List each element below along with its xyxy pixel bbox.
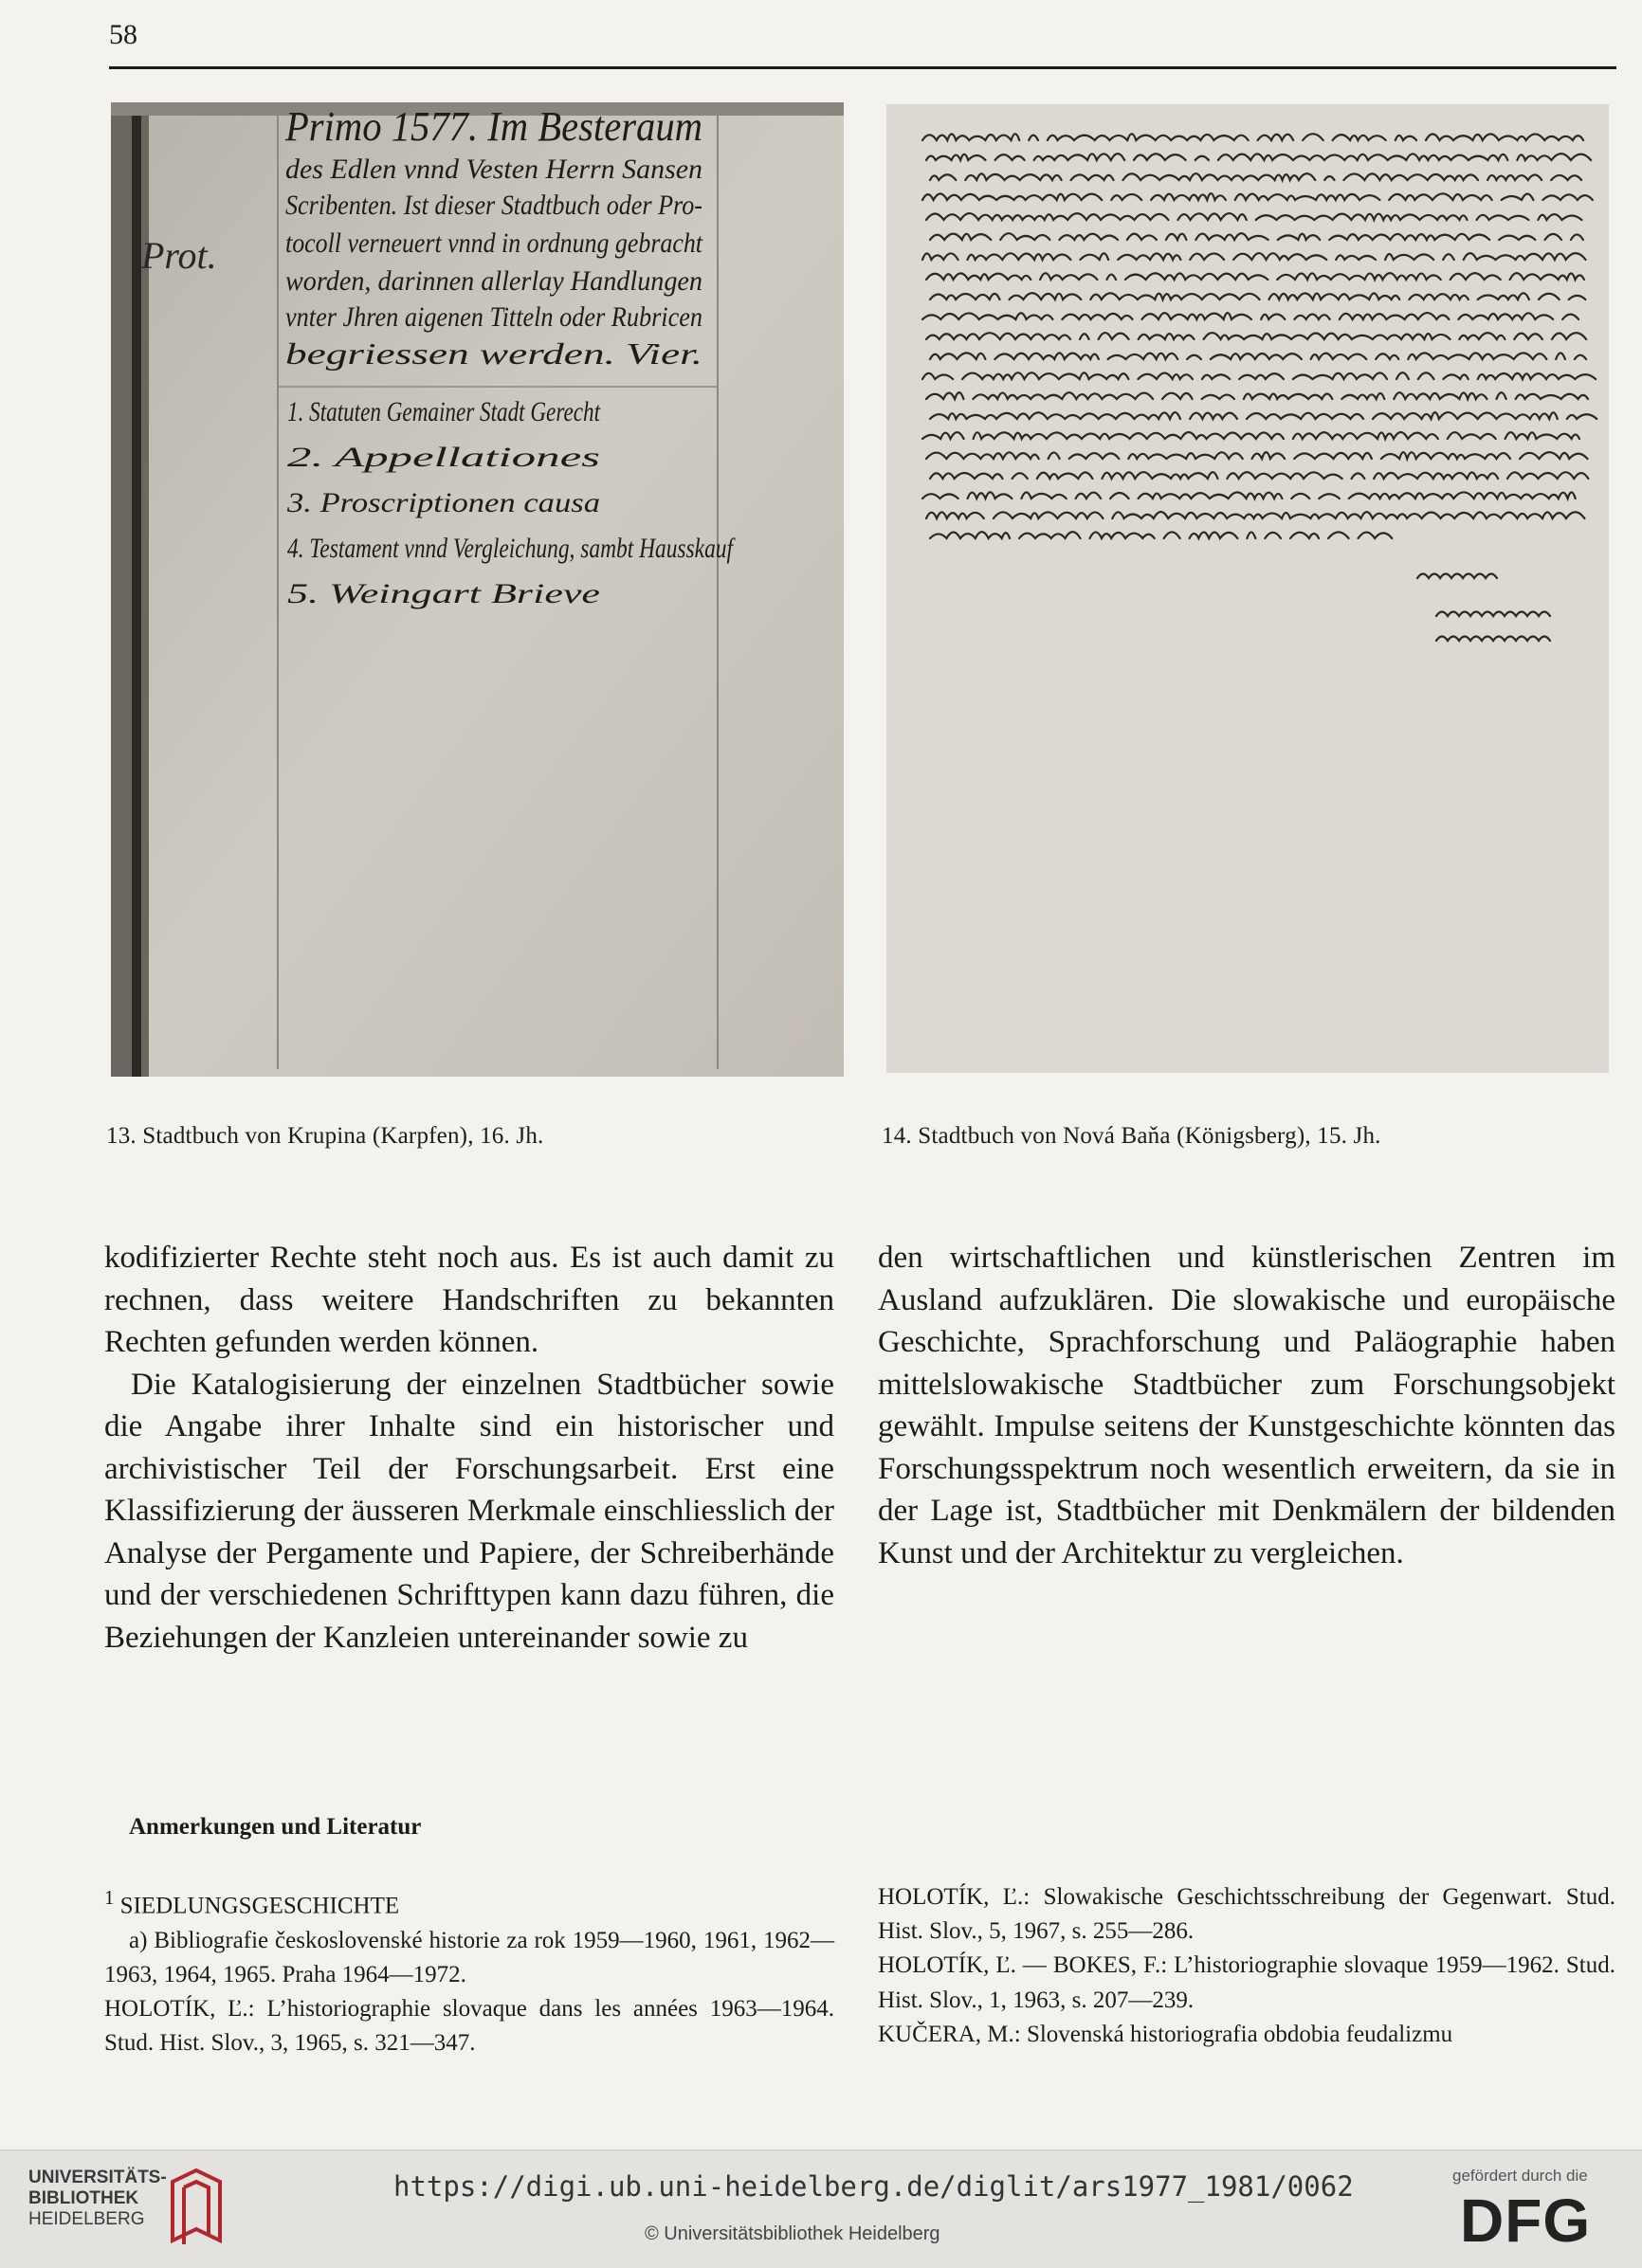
reference-entry: HOLOTÍK, Ľ. — BOKES, F.: L’historiographie slovaque 1959—1962. Stud. Hist. Slov., 1, 1963, s. 207—239. [878, 1952, 1615, 2013]
manuscript-line: Scribenten. Ist dieser Stadtbuch oder Pro- [285, 190, 702, 221]
funding-note: gefördert durch die [1452, 2167, 1588, 2185]
manuscript-line: begriessen werden. Vier. [285, 336, 702, 371]
reference-entry: KUČERA, M.: Slovenská historiografia obdobia feudalizmu [878, 2021, 1453, 2047]
reference-entry: a) Bibliografie československé historie za rok 1959—1960, 1961, 1962—1963, 1964, 1965. Praha 1964—1972. [104, 1927, 834, 1987]
manuscript-14-image [886, 104, 1609, 1073]
footnote-marker: 1 [104, 1886, 115, 1909]
body-column-right [878, 1237, 1615, 1574]
figure-14-caption: 14. Stadtbuch von Nová Baňa (Königsberg), 15. Jh. [882, 1123, 1381, 1149]
body-paragraph: kodifizierter Rechte steht noch aus. Es ist auch damit zu rechnen, dass weitere Handschriften zu bekannten Rechten gefunden werden können. [104, 1241, 834, 1359]
notes-heading: Anmerkungen und Literatur [129, 1814, 422, 1840]
reference-entry: HOLOTÍK, Ľ.: L’historiographie slovaque dans les années 1963—1964. Stud. Hist. Slov., 3, 1965, s. 321—347. [104, 1995, 834, 2057]
figure-14-manuscript [886, 104, 1609, 1073]
references-left [104, 1880, 834, 2060]
manuscript-13-image [111, 102, 844, 1077]
body-paragraph: Die Katalogisierung der einzelnen Stadtbücher sowie die Angabe ihrer Inhalte sind ein historischer und archivistischer Teil der Forschungsarbeit. Erst eine Klassifizierung der äusseren Merkmale einschliesslich der Analyse der Pergamente und Papiere, der Schreiberhände und der verschiedenen Schrifttypen kann dazu führen, die Beziehungen der Kanzleien untereinander sowie zu [104, 1367, 834, 1655]
manuscript-line: 3. Proscriptionen causa [285, 487, 600, 518]
dfg-logo[interactable]: DFG [1460, 2186, 1592, 2255]
figure-13-manuscript [111, 102, 844, 1077]
page-number: 58 [109, 19, 137, 50]
manuscript-line: 4. Testament vnnd Vergleichung, sambt Hausskauf [287, 533, 736, 564]
reference-entry: $^1$ SIEDLUNGSGESCHICHTE [104, 1886, 400, 1919]
library-logo-icon[interactable] [163, 2163, 229, 2248]
manuscript-line: vnter Jhren aigenen Titteln oder Rubricen [285, 301, 702, 333]
manuscript-line: worden, darinnen allerlay Handlungen [285, 265, 702, 297]
manuscript-line: des Edlen vnnd Vesten Herrn Sansen [285, 154, 702, 185]
header-rule [109, 66, 1616, 69]
manuscript-line: tocoll verneuert vnnd in ordnung gebracht [285, 227, 703, 259]
manuscript-line: 2. Appellationes [287, 442, 600, 473]
figure-13-caption: 13. Stadtbuch von Krupina (Karpfen), 16. Jh. [106, 1123, 544, 1149]
manuscript-line: 5. Weingart Brieve [287, 578, 600, 609]
reference-entry: HOLOTÍK, Ľ.: Slowakische Geschichtsschreibung der Gegenwart. Stud. Hist. Slov., 5, 1967, s. 255—286. [878, 1884, 1615, 1945]
viewer-footer [0, 2150, 1642, 2268]
body-paragraph: den wirtschaftlichen und künstlerischen Zentren im Ausland aufzuklären. Die slowakische und europäische Geschichte, Sprachforschung und Paläographie haben mittelslowakische Stadtbücher zum Forschungsobjekt gewählt. Impulse seitens der Kunstgeschichte könnten das Forschungsspektrum noch wesentlich erweitern, da sie in der Lage ist, Stadtbücher mit Denkmälern der bildenden Kunst und der Architektur zu vergleichen. [878, 1241, 1615, 1570]
manuscript-line: 1. Statuten Gemainer Stadt Gerecht [287, 396, 601, 427]
library-logo-text[interactable]: UNIVERSITÄTS- BIBLIOTHEK HEIDELBERG [28, 2168, 167, 2229]
permalink-url[interactable]: https://digi.ub.uni-heidelberg.de/diglit/ars1977_1981/0062 [393, 2170, 1354, 2203]
body-column-left [104, 1237, 834, 1659]
manuscript-line: Primo 1577. Im Besteraum [284, 103, 702, 150]
copyright-notice: © Universitätsbibliothek Heidelberg [645, 2223, 940, 2244]
references-right [878, 1880, 1615, 2052]
margin-note: Prot. [141, 234, 217, 277]
